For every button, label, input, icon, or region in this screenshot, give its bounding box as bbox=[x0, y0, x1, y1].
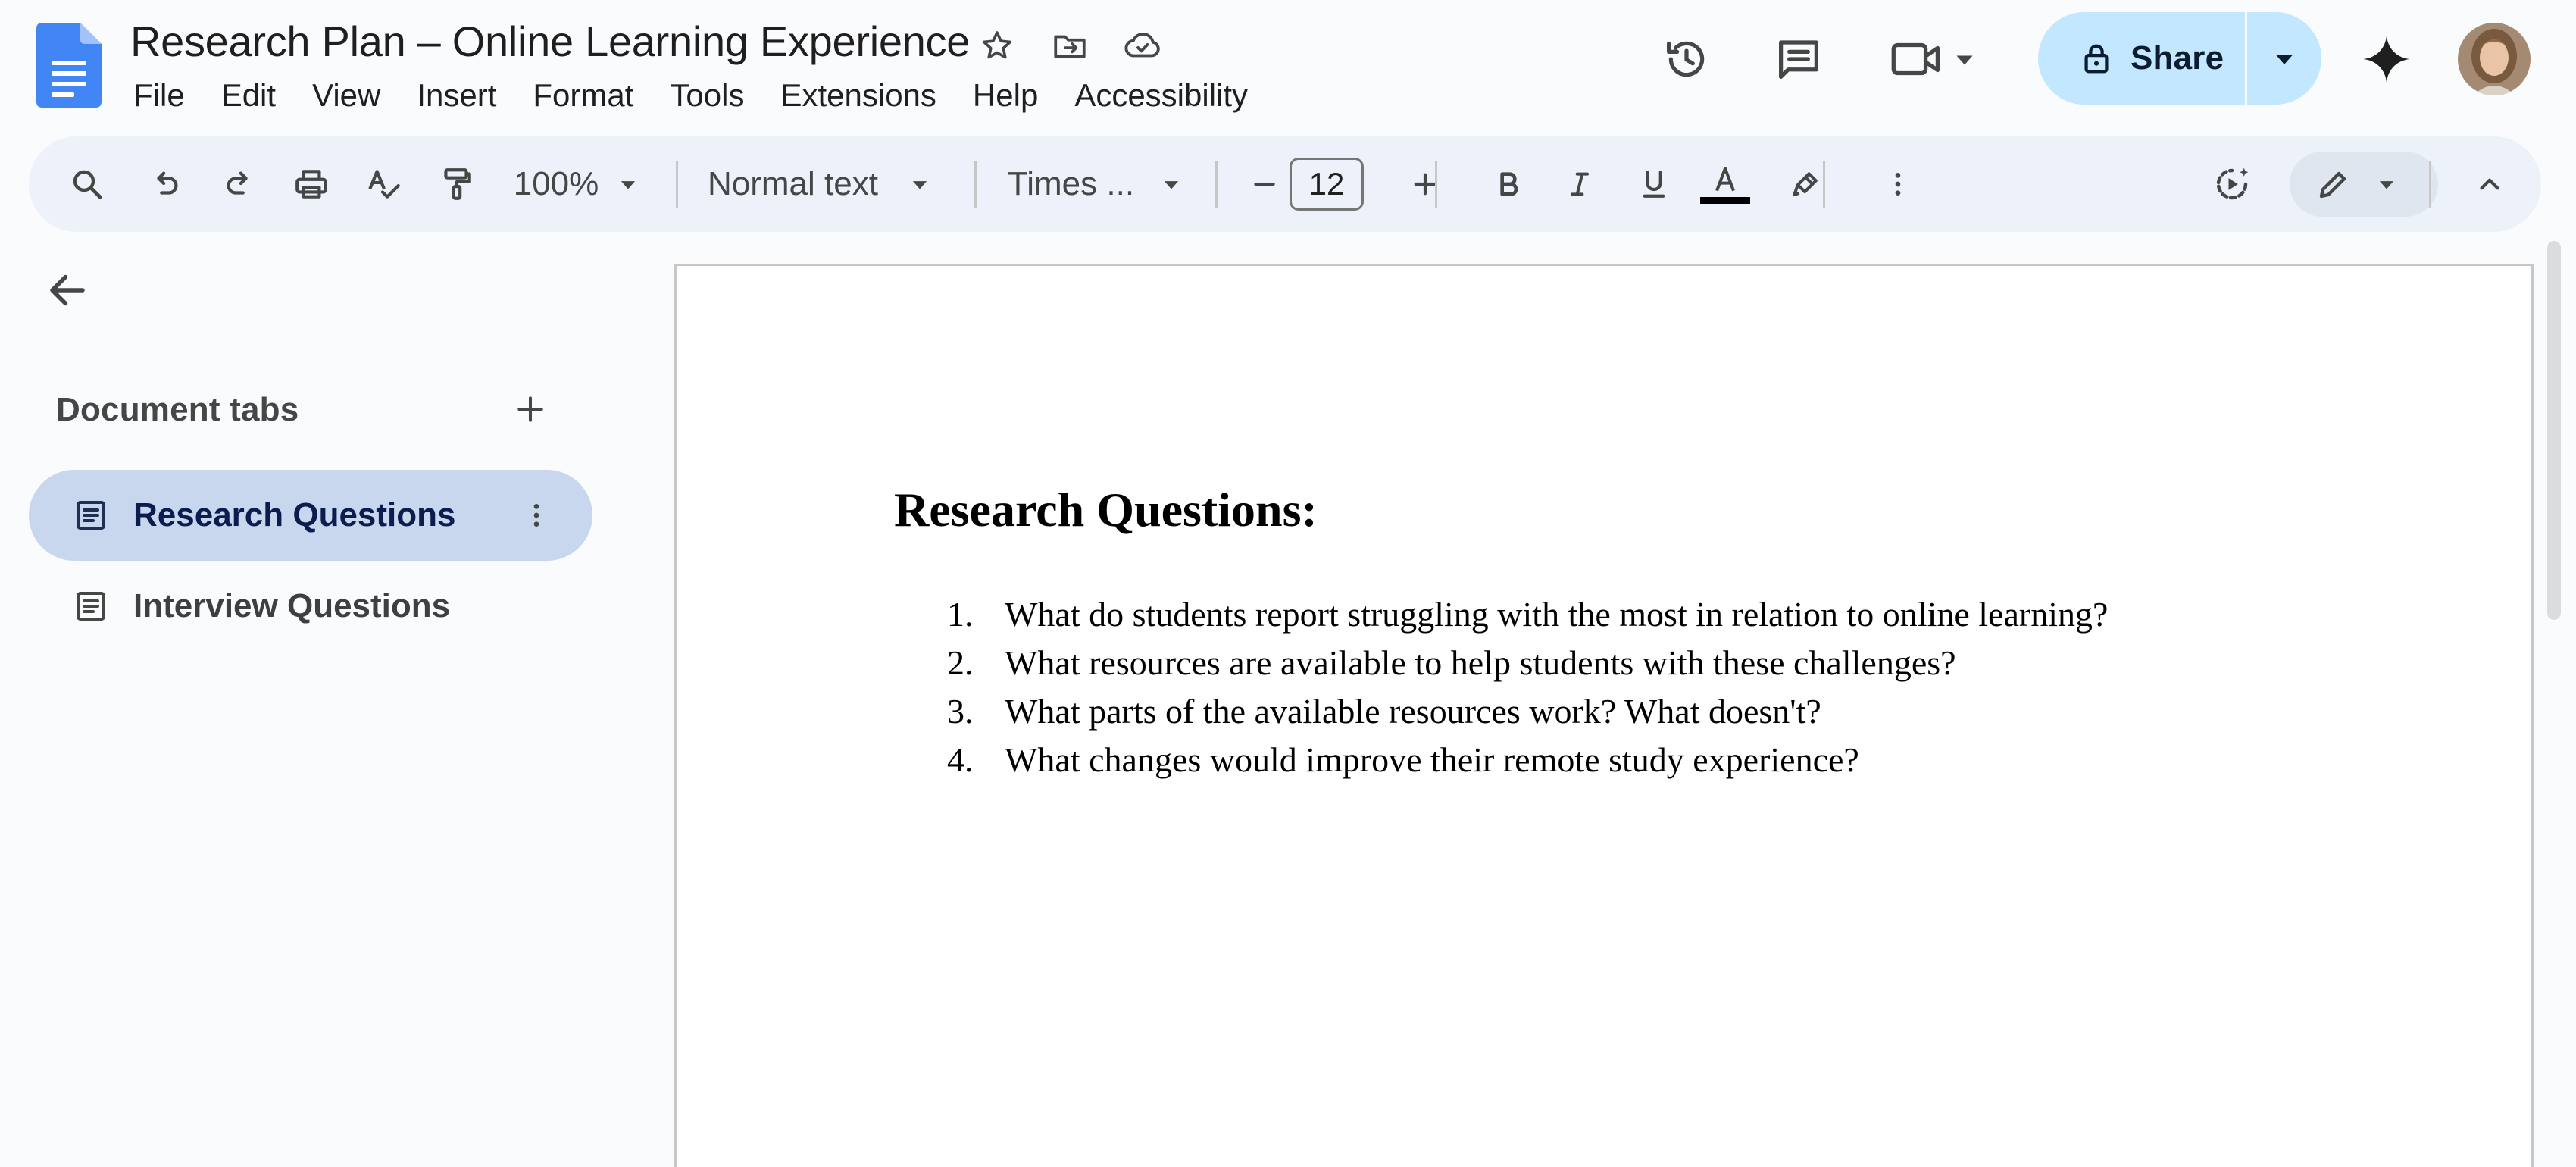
redo-icon[interactable] bbox=[212, 136, 265, 232]
menu-edit[interactable]: Edit bbox=[220, 77, 277, 113]
print-icon[interactable] bbox=[285, 136, 338, 232]
menu-view[interactable]: View bbox=[312, 77, 381, 113]
toolbar-divider bbox=[1215, 161, 1218, 208]
account-avatar[interactable] bbox=[2458, 23, 2531, 95]
comments-icon[interactable] bbox=[1762, 23, 1835, 95]
search-menus-icon[interactable] bbox=[61, 136, 114, 232]
spellcheck-icon[interactable] bbox=[358, 136, 411, 232]
chevron-down-icon bbox=[910, 174, 930, 194]
add-tab-icon[interactable] bbox=[500, 379, 561, 440]
document-heading: Research Questions: bbox=[894, 483, 1318, 537]
more-options-icon[interactable] bbox=[1871, 136, 1924, 232]
font-family-value: Times ... bbox=[1008, 165, 1135, 202]
chevron-down-icon bbox=[2272, 46, 2296, 70]
font-family-select[interactable] bbox=[1008, 136, 1227, 232]
list-text: What do students report struggling with the most in relation to online learning? bbox=[1005, 594, 2109, 634]
toolbar-divider bbox=[676, 161, 678, 208]
cloud-saved-icon[interactable] bbox=[1118, 21, 1167, 70]
tab-interview-questions[interactable] bbox=[29, 561, 592, 652]
pencil-icon bbox=[2303, 136, 2364, 232]
list-number: 4. bbox=[947, 740, 974, 779]
menu-extensions[interactable]: Extensions bbox=[780, 77, 936, 113]
move-folder-icon[interactable] bbox=[1046, 21, 1094, 70]
lock-icon bbox=[2079, 41, 2114, 76]
share-button[interactable] bbox=[2038, 12, 2245, 105]
zoom-value: 100% bbox=[513, 165, 599, 202]
paint-format-icon[interactable] bbox=[430, 136, 483, 232]
document-tab-icon bbox=[73, 497, 109, 533]
menu-accessibility[interactable]: Accessibility bbox=[1074, 77, 1249, 113]
back-arrow-icon[interactable] bbox=[33, 256, 102, 324]
vertical-scrollbar[interactable] bbox=[2544, 241, 2564, 620]
list-item bbox=[947, 590, 2108, 638]
scrollbar-thumb[interactable] bbox=[2547, 241, 2561, 620]
menu-bar bbox=[115, 71, 1266, 120]
menu-format[interactable]: Format bbox=[533, 77, 634, 113]
star-icon[interactable] bbox=[973, 21, 1021, 70]
toolbar bbox=[29, 136, 2541, 232]
tab-label: Interview Questions bbox=[133, 587, 451, 624]
version-history-icon[interactable] bbox=[1650, 23, 1723, 95]
chevron-down-icon bbox=[1161, 174, 1181, 194]
collapse-menus-icon[interactable] bbox=[2461, 136, 2518, 232]
tab-label: Research Questions bbox=[133, 496, 456, 533]
menu-help[interactable]: Help bbox=[972, 77, 1039, 113]
bold-icon[interactable] bbox=[1482, 136, 1535, 232]
toolbar-divider bbox=[1823, 161, 1825, 208]
editing-mode-button[interactable] bbox=[2290, 152, 2438, 217]
chevron-down-icon bbox=[618, 174, 638, 194]
italic-icon[interactable] bbox=[1553, 136, 1606, 232]
zoom-select[interactable] bbox=[508, 136, 644, 232]
meet-button[interactable] bbox=[1890, 23, 2003, 95]
underline-icon[interactable] bbox=[1627, 136, 1680, 232]
share-button-group bbox=[2038, 12, 2321, 105]
paragraph-style-select[interactable] bbox=[708, 136, 980, 232]
document-tab-icon bbox=[73, 588, 109, 624]
tab-research-questions[interactable] bbox=[29, 470, 592, 561]
document-tabs-heading: Document tabs bbox=[56, 391, 299, 428]
meet-dropdown-icon bbox=[1953, 48, 1976, 70]
list-item bbox=[947, 638, 2108, 687]
font-size-input[interactable]: 12 bbox=[1290, 158, 1364, 211]
increase-font-size-icon[interactable] bbox=[1399, 136, 1452, 232]
research-questions-list bbox=[947, 590, 2108, 784]
share-label: Share bbox=[2131, 39, 2224, 77]
toolbar-divider bbox=[974, 161, 977, 208]
list-text: What resources are available to help students with these challenges? bbox=[1005, 643, 1956, 682]
toolbar-divider bbox=[1435, 161, 1437, 208]
gemini-summary-icon[interactable] bbox=[2203, 136, 2261, 232]
undo-icon[interactable] bbox=[139, 136, 192, 232]
list-text: What changes would improve their remote study experience? bbox=[1005, 740, 1859, 779]
list-number: 2. bbox=[947, 643, 974, 682]
text-color-icon[interactable] bbox=[1699, 136, 1752, 232]
list-number: 3. bbox=[947, 691, 974, 731]
video-camera-icon bbox=[1890, 36, 1946, 82]
menu-file[interactable]: File bbox=[133, 77, 185, 113]
menu-tools[interactable]: Tools bbox=[670, 77, 745, 113]
toolbar-divider bbox=[2429, 161, 2431, 208]
share-dropdown-button[interactable] bbox=[2247, 12, 2321, 105]
decrease-font-size-icon[interactable] bbox=[1238, 136, 1291, 232]
list-text: What parts of the available resources work? What doesn't? bbox=[1005, 691, 1821, 731]
menu-insert[interactable]: Insert bbox=[417, 77, 497, 113]
chevron-down-icon bbox=[2364, 136, 2409, 232]
list-item bbox=[947, 735, 2108, 784]
paragraph-style-value: Normal text bbox=[708, 165, 878, 202]
document-title[interactable]: Research Plan – Online Learning Experience bbox=[130, 17, 971, 65]
tab-options-icon[interactable] bbox=[511, 490, 562, 541]
list-number: 1. bbox=[947, 594, 974, 634]
docs-logo-icon[interactable] bbox=[36, 23, 102, 108]
list-item bbox=[947, 687, 2108, 735]
gemini-icon[interactable] bbox=[2350, 23, 2423, 95]
